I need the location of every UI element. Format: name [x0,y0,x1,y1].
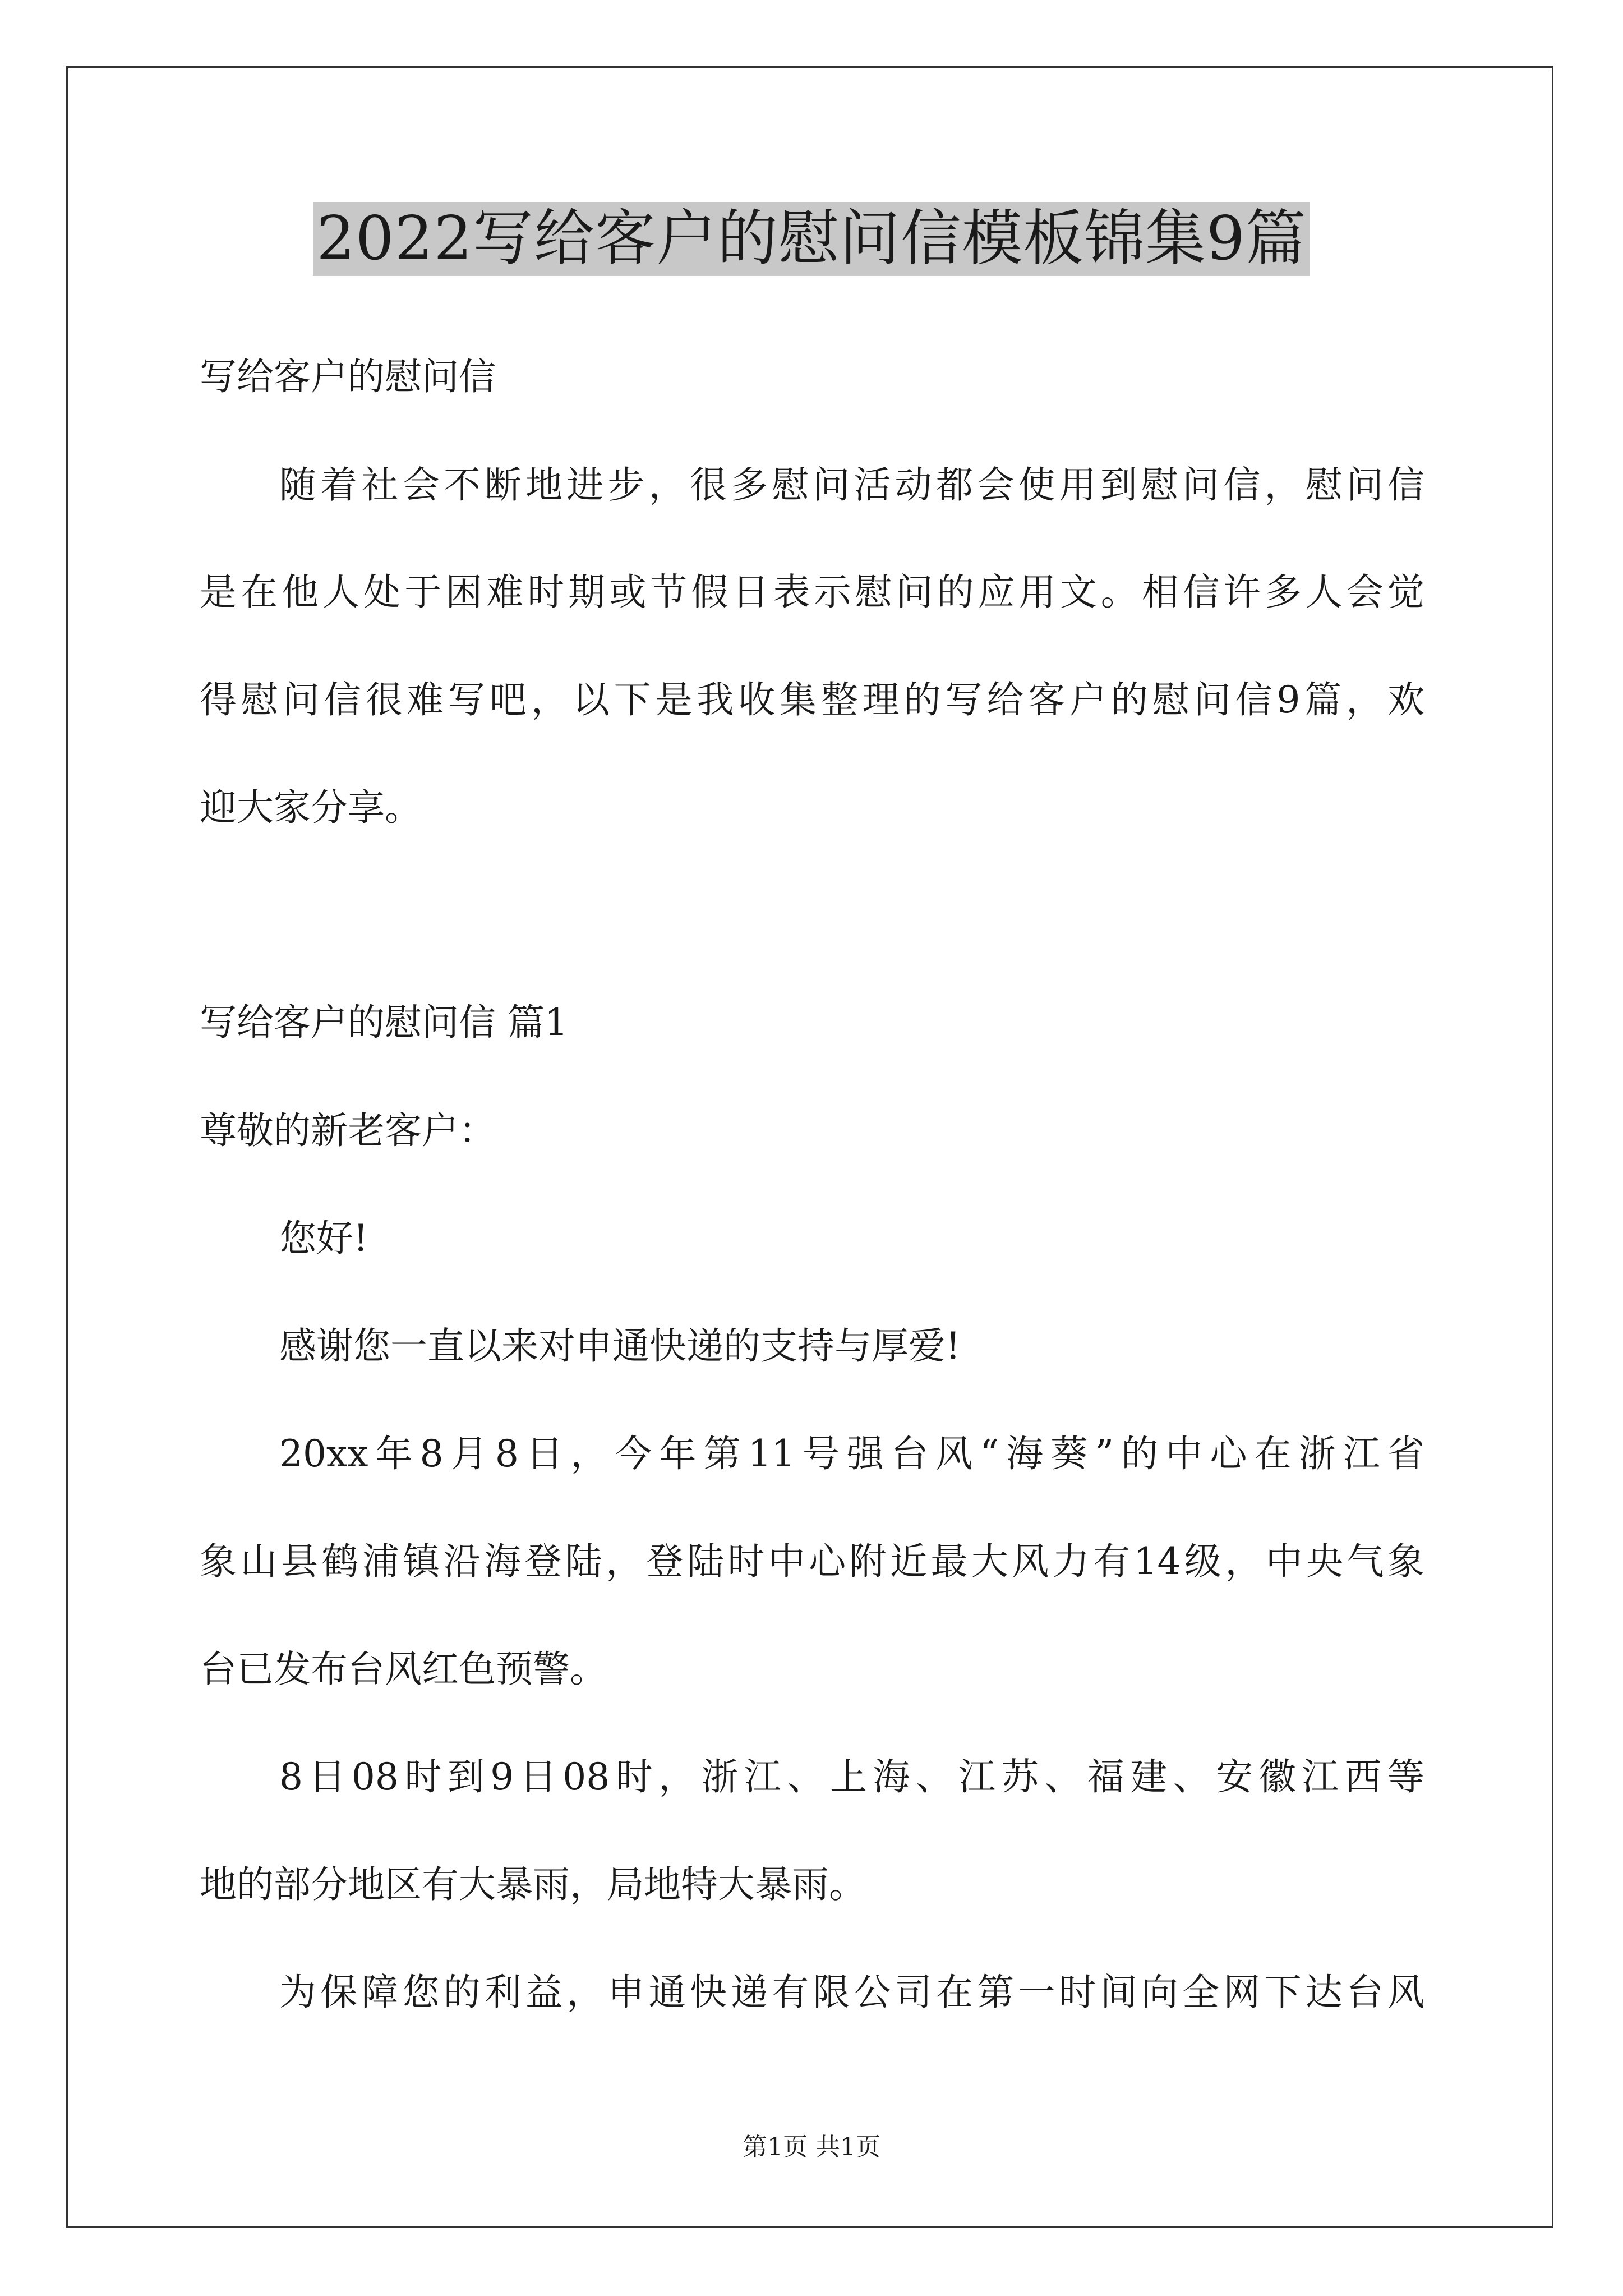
paragraph-line: 感谢您一直以来对申通快递的支持与厚爱! [279,1324,961,1368]
paragraph-line: 地的部分地区有大暴雨，局地特大暴雨。 [200,1863,866,1906]
paragraph-line: 为保障您的利益，申通快递有限公司在第一时间向全网下达台风 [279,1971,1424,2014]
paragraph-line: 迎大家分享。 [200,786,422,829]
paragraph-line: 是在他人处于困难时期或节假日表示慰问的应用文。相信许多人会觉 [200,570,1424,614]
paragraph-line: 得慰问信很难写吧，以下是我收集整理的写给客户的慰问信9篇，欢 [200,678,1424,721]
section-heading: 写给客户的慰问信 篇1 [200,1001,568,1044]
paragraph-line: 8日08时到9日08时，浙江、上海、江苏、福建、安徽江西等 [279,1755,1424,1798]
paragraph-line: 台已发布台风红色预警。 [200,1648,607,1691]
title-container [0,202,1623,276]
page-footer: 第1页 共1页 [743,2133,880,2161]
paragraph-line: 象山县鹤浦镇沿海登陆，登陆时中心附近最大风力有14级，中央气象 [200,1540,1424,1583]
paragraph-line: 20xx年8月8日，今年第11号强台风“海葵”的中心在浙江省 [279,1432,1424,1475]
document-title: 2022写给客户的慰问信模板锦集9篇 [313,202,1310,276]
greeting: 您好! [279,1217,368,1260]
intro-heading: 写给客户的慰问信 [200,355,496,398]
salutation: 尊敬的新老客户： [200,1109,496,1152]
paragraph-line: 随着社会不断地进步，很多慰问活动都会使用到慰问信，慰问信 [279,463,1424,507]
